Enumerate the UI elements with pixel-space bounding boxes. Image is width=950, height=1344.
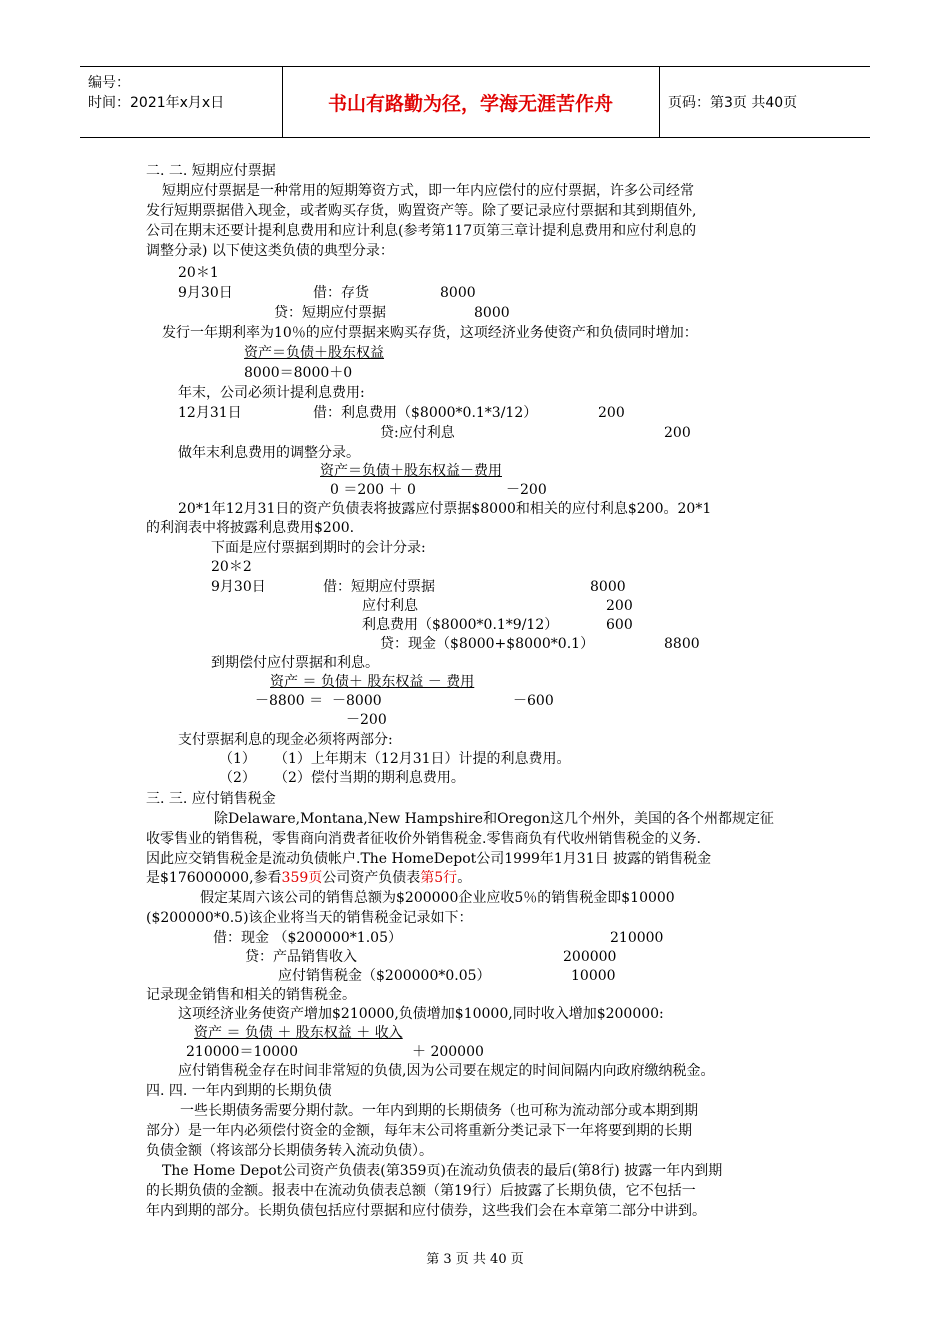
header-meta: [88, 73, 224, 113]
equation-header: 资产 ＝ 负债＋ 股东权益 － 费用: [270, 674, 475, 690]
paragraph-line: 公司在期末还要计提利息费用和应计利息(参考第117页第三章计提利息费用和应付利息的: [146, 223, 697, 239]
paragraph-line: 年末，公司必须计提利息费用:: [178, 385, 365, 401]
section-heading: 四. 四. 一年内到期的长期负债: [146, 1083, 332, 1099]
entry-date: 9月30日: [211, 579, 266, 595]
entry-debit: 借：现金 （$200000*1.05）: [213, 930, 402, 946]
entry-amount: 200000: [563, 949, 617, 965]
paragraph-line: 负债金额（将该部分长期债务转入流动负债）。: [146, 1143, 433, 1159]
text-run: 是$176000000,参看: [146, 870, 282, 886]
paragraph-line: 做年末利息费用的调整分录。: [178, 445, 360, 461]
paragraph-line: 年内到期的部分。长期负债包括应付票据和应付债券，这些我们会在本章第二部分中讲到。: [146, 1203, 706, 1219]
equation-values: ＋ 200000: [412, 1044, 484, 1060]
equation-values: －8000: [332, 693, 382, 709]
paragraph-line: 20*1年12月31日的资产负债表将披露应付票据$8000和相关的应付利息$200。20*1: [178, 501, 712, 517]
list-marker: （1）: [219, 751, 256, 767]
equation-values: 0 ＝200 ＋ 0: [330, 482, 416, 498]
equation-values: －600: [513, 693, 554, 709]
entry-debit: 利息费用（$8000*0.1*9/12）: [362, 617, 559, 633]
paragraph-line: 记录现金销售和相关的销售税金。: [146, 987, 356, 1003]
entry-amount: 10000: [571, 968, 616, 984]
equation-values: －8800 ＝: [255, 693, 324, 709]
section-heading: 二. 二. 短期应付票据: [146, 163, 276, 179]
paragraph-line: 到期偿付应付票据和利息。: [211, 655, 379, 671]
entry-amount: 8000: [474, 305, 510, 321]
paragraph-line: 调整分录) 以下使这类负债的典型分录：: [146, 243, 394, 259]
entry-debit: 借：短期应付票据: [323, 579, 435, 595]
paragraph-line: The Home Depot公司资产负债表(第359页)在流动负债表的最后(第8行) 披露一年内到期: [162, 1163, 723, 1179]
header-divider: [659, 67, 660, 137]
equation-header: 资产＝负债＋股东权益: [244, 345, 384, 361]
paragraph-line: [146, 869, 471, 887]
paragraph-line: 这项经济业务使资产增加$210000,负债增加$10000,同时收入增加$200000:: [178, 1006, 664, 1022]
equation-header: 资产＝负债＋股东权益－费用: [320, 463, 502, 479]
paragraph-line: 一些长期债务需要分期付款。一年内到期的长期债务（也可称为流动部分或本期到期: [180, 1103, 698, 1119]
entry-amount: 200: [664, 425, 691, 441]
paragraph-line: 的长期负债的金额。报表中在流动负债表总额（第19行）后披露了长期负债，它不包括一: [146, 1183, 696, 1199]
paragraph-line: 假定某周六该公司的销售总额为$200000企业应收5％的销售税金即$10000: [200, 890, 675, 906]
paragraph-line: 支付票据利息的现金必须将两部分:: [178, 732, 393, 748]
entry-credit: 贷：产品销售收入: [245, 949, 357, 965]
paragraph-line: 除Delaware,Montana,New Hampshire和Oregon这几个州外，美国的各个州都规定征: [214, 811, 774, 827]
entry-date: 9月30日: [178, 285, 233, 301]
equation-values: 210000＝10000: [186, 1044, 298, 1060]
entry-amount: 8800: [664, 636, 700, 652]
entry-debit: 借：利息费用（$8000*0.1*3/12）: [313, 405, 538, 421]
text-run: 。: [457, 870, 472, 886]
paragraph-line: 因此应交销售税金是流动负债帐户.The HomeDepot公司1999年1月31日 披露的销售税金: [146, 851, 712, 867]
list-item: （2）偿付当期的期利息费用。: [274, 770, 465, 786]
entry-debit: 应付利息: [362, 598, 418, 614]
entry-year: 20＊1: [178, 265, 219, 281]
page-header: [80, 66, 870, 138]
equation-header: 资产 ＝ 负债 ＋ 股东权益 ＋ 收入: [194, 1025, 403, 1041]
entry-amount: 8000: [440, 285, 476, 301]
paragraph-line: 下面是应付票据到期时的会计分录:: [211, 540, 426, 556]
entry-amount: 600: [606, 617, 633, 633]
equation-values: －200: [506, 482, 547, 498]
entry-year: 20＊2: [211, 559, 252, 575]
line-reference: 第5行: [420, 870, 458, 886]
number-label: 编号：: [88, 75, 130, 91]
page-reference: 359页: [281, 870, 323, 886]
equation-values: －200: [346, 712, 387, 728]
header-page-label: 页码：第3页 共40页: [668, 95, 798, 111]
paragraph-line: 发行短期票据借入现金，或者购买存货，购置资产等。除了要记录应付票据和其到期值外,: [146, 203, 697, 219]
entry-debit: 借：存货: [313, 285, 369, 301]
paragraph-line: 收零售业的销售税，零售商向消费者征收价外销售税金.零售商负有代收州销售税金的义务.: [146, 831, 701, 847]
list-marker: （2）: [219, 770, 256, 786]
equation-values: 8000＝8000＋0: [244, 365, 353, 381]
paragraph-line: 短期应付票据是一种常用的短期筹资方式，即一年内应偿付的应付票据，许多公司经常: [162, 183, 694, 199]
page-footer: 第 3 页 共 40 页: [426, 1252, 524, 1267]
entry-credit: 贷:应付利息: [380, 425, 455, 441]
entry-date: 12月31日: [178, 405, 242, 421]
text-run: 公司资产负债表: [322, 870, 421, 886]
entry-credit: 贷：现金（$8000+$8000*0.1）: [380, 636, 595, 652]
entry-amount: 200: [598, 405, 625, 421]
header-motto: 书山有路勤为径，学海无涯苦作舟: [327, 92, 613, 115]
entry-amount: 8000: [590, 579, 626, 595]
entry-credit: 贷：短期应付票据: [274, 305, 386, 321]
paragraph-line: 部分）是一年内必须偿付资金的金额，每年末公司将重新分类记录下一年将要到期的长期: [146, 1123, 692, 1139]
paragraph-line: 的利润表中将披露利息费用$200.: [146, 520, 355, 536]
paragraph-line: ($200000*0.5)该企业将当天的销售税金记录如下：: [146, 910, 473, 926]
paragraph-line: 发行一年期利率为10％的应付票据来购买存货，这项经济业务使资产和负债同时增加：: [162, 325, 698, 341]
paragraph-line: 应付销售税金存在时间非常短的负债,因为公司要在规定的时间间隔内向政府缴纳税金。: [178, 1063, 715, 1079]
time-label: 时间：2021年x月x日: [88, 95, 225, 111]
entry-amount: 210000: [610, 930, 664, 946]
entry-credit: 应付销售税金（$200000*0.05）: [278, 968, 491, 984]
list-item: （1）上年期末（12月31日）计提的利息费用。: [274, 751, 571, 767]
section-heading: 三. 三. 应付销售税金: [146, 791, 276, 807]
entry-amount: 200: [606, 598, 633, 614]
